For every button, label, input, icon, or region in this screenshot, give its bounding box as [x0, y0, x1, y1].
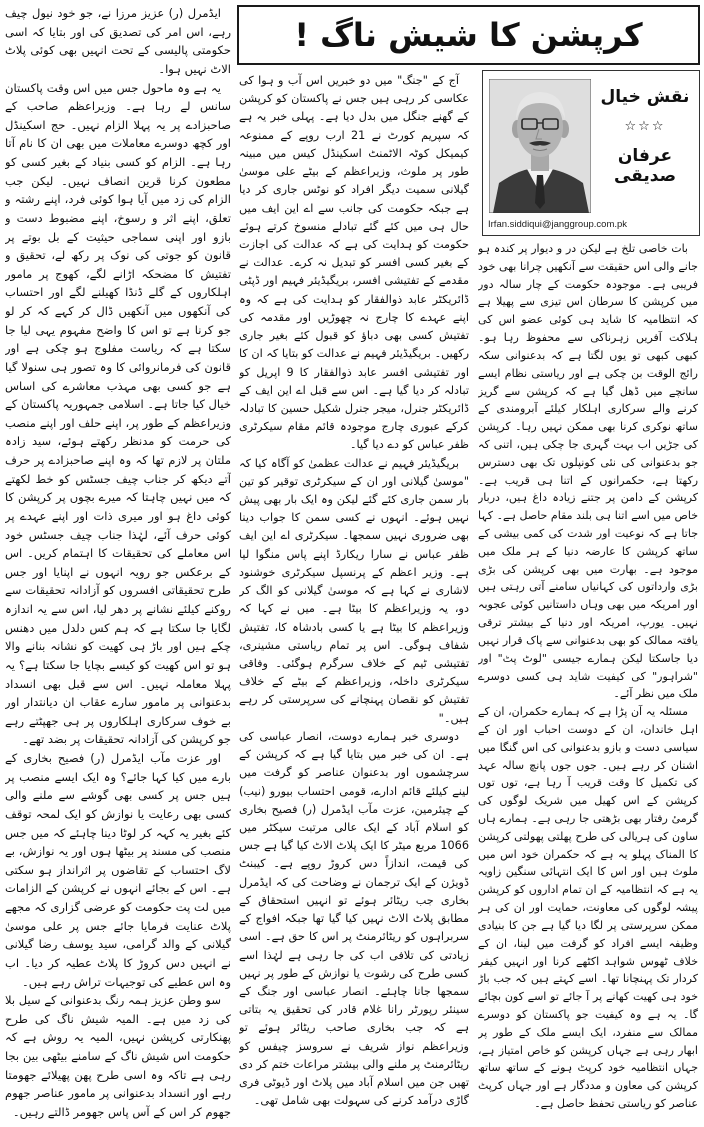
article-paragraph: ایڈمرل (ر) عزیز مرزا نے، جو خود نیول چیف رہے، اس امر کی تصدیق کی اور بتایا کہ اسی حکومتی پالیسی کے تحت انہیں بھی کوئی پلاٹ الاٹ نہیں ہوا۔ — [5, 6, 231, 76]
article-paragraph: اور عزت مآب ایڈمرل (ر) فصیح بخاری کے بارے میں کیا کہا جائے؟ وہ ایک ایسے منصب پر ہیں جس پر کسی بھی گوشے سے ملنے والی کسی بھی رعایت یا نوازش کو ایک لمحہ توقف کئے بغیر یہ کہہ کر لوٹا دینا چاہئے کہ میں جس منصب کی مسند پر بیٹھا ہوں اور یہ نوازش، بے لاگ احتساب کے تقاضوں پر اثرانداز ہو سکتی ہے۔ اس کے بجائے انہوں نے کرپشن کے الزامات میں لت پت حکومت کو عرضی گزاری کہ مجھے پلاٹ عنایت فرمایا جائے جس پر علی موسیٰ گیلانی کے والد گرامی، سید یوسف رضا گیلانی نے انہیں دس کروڑ کا پلاٹ عطیہ کر دیا۔ اب وہ اس عطیے کی توجیہات تراش رہے ہیں۔ — [5, 751, 231, 989]
author-photo — [489, 79, 591, 213]
author-email: Irfan.siddiqui@janggroup.com.pk — [488, 219, 628, 230]
author-name: عرفان صدیقی — [613, 146, 677, 186]
article-paragraph: بات خاصی تلخ ہے لیکن در و دیوار پر کندہ ہو جانے والی اس حقیقت سے آنکھیں چرانا بھی خود فریبی ہے۔ موجودہ حکومت کے چار سالہ دور میں کرپشن کا سرطان اس تیزی سے پھیلا ہے کہ انتظامیہ کا شاید ہی کوئی عضو اس کی ہلاکت آفریں زہرناکی سے محفوظ رہا ہو۔ کبھی کبھی تو یوں لگتا ہے کہ بدعنوانی سکہ رائج الوقت بن چکی ہے اور ریاستی نظام ایسے سانچے میں ڈھل گیا ہے کہ کرپشن سے گریز کرنے والے سرکاری اہلکار کیلئے آبرومندی کے ساتھ نوکری کرنا بھی ممکن نہیں رہا۔ کرپشن کی جڑیں اب بہت گہری جا چکی ہیں، اتنی کہ جو بدعنوانی کی نئی کونپلوں تک بھی دسترس رکھتا ہے، حکمرانوں کے اتنا ہی قریب ہے۔ کرپشن کے دامن پر جتنے زیادہ داغ ہیں، دربار خاص میں اسے اتنا ہی بلند مقام حاصل ہے۔ کہا جاتا ہے کہ نوعیت اور شدت کی کمی بیشی کے ساتھ کرپشن کا عارضہ دنیا کے ہر ملک میں موجود ہے۔ بھارت میں بھی کرپشن کی بڑی بڑی وارداتوں کی کہانیاں سامنے آتی رہتی ہیں اور امریکہ میں بھی وہاں داستانیں کوئی عجوبہ نہیں۔ یورپ، امریکہ اور دنیا کے بیشتر ترقی یافتہ ممالک کو بھی بدعنوانی سے پاک قرار نہیں دیا جاسکتا لیکن ہمارے جیسی "لوٹ پٹ" اور "شراہور" کی کیفیت شاید ہی کسی دوسرے ملک میں نظر آئے۔ — [478, 242, 698, 701]
stars-icon: ☆☆☆ — [624, 119, 666, 134]
article-column-right — [478, 240, 698, 1122]
article-paragraph: بریگیڈیئر فہیم نے عدالت عظمیٰ کو آگاہ کیا کہ "موسیٰ گیلانی اور ان کے سیکرٹری توقیر کو تین بار سمن جاری کئے گئے لیکن وہ ایک بار بھی پیش نہیں ہوئے۔ انہوں نے کسی سمن کا جواب دینا بھی ضروری نہیں سمجھا۔ سیکرٹری اے این ایف ظفر عباس نے سارا ریکارڈ اپنے پاس منگوا لیا ہے۔ وزیر اعظم کے پرنسپل سیکرٹری خوشنود لاشاری نے کہا ہے کہ موسیٰ گیلانی کو الگ کر دو، یہ وزیراعظم کا بیٹا ہے۔ میں نے کہا کہ وزیراعظم کا بیٹا ہے یا کسی بادشاہ کا، تفتیش شفاف ہوگی۔ اس پر تمام ریاستی مشینری، تفتیشی ٹیم کے خلاف سرگرم ہوگئی۔ وفاقی سیکرٹری داخلہ، وزیراعظم کے بیٹے کے خلاف تفتیش کو نقصان پہنچانے کی سرپرستی کر رہے ہیں۔" — [239, 456, 469, 725]
author-meta — [595, 79, 695, 213]
article-column-middle — [239, 72, 469, 1122]
article-paragraph: یہ ہے وہ ماحول جس میں اس وقت پاکستان سانس لے رہا ہے۔ وزیراعظم صاحب کے صاحبزادے پر یہ پہلا الزام نہیں۔ حج اسکینڈل اور کچھ دوسرے معاملات میں بھی ان کا نام آتا رہا ہے۔ الزام کو کسی بنیاد کے بغیر کسی کو مطعون کرنا قرین انصاف نہیں۔ لیکن جب الزام کی زد میں آیا ہوا کوئی فرد، اپنے رشتہ و تعلق، اپنے اثر و رسوخ، اپنے مضبوط دست و بازو اور اپنی سماجی حیثیت کے بل بوتے پر قانون کو جوتی کی نوک پر رکھ لے، تحقیق و تفتیش کا مضحکہ اڑانے لگے، کھوج پر مامور اہلکاروں کے گلے ڈنڈا کھیلنے لگے اور احتساب کی آنکھوں میں آنکھیں ڈال کر کہے کہ کر لو جو کرنا ہے تو اس کا واضح مفہوم یہی لیا جا سکتا ہے کہ ریاست مفلوج ہو چکی ہے اور قانون کی فرمانروائی کا وہ تصور ہی سنولا گیا ہے جو کسی بھی مہذب معاشرے کی اساس خیال کیا جاتا ہے۔ اسلامی جمہوریہ پاکستان کے وزیراعظم کے طور پر، اپنے حلف اور اپنے منصب کی حرمت کو مدنظر رکھتے ہوئے، سید زادہ ملتان پر لازم تھا کہ وہ اپنے صاحبزادے پر حرف آتے دیکھ کر جناب چیف جسٹس کو خط لکھتے کہ میں نہیں چاہتا کہ میرے بچوں پر کرپشن کا کوئی داغ ہو اور میری ذات اور اپنے عہدے پر کوئی حرف آئے، لہٰذا جناب چیف جسٹس خود اس معاملے کی تحقیقات کا اہتمام کریں۔ اس کے برعکس جو رویہ انہوں نے اپنایا اور جس طرح تحقیقاتی افسروں کو آزادانہ تحقیقات سے روکنے کیلئے نشانے پر دھر لیا، اس سے یہ اندازہ لگایا جا سکتا ہے کہ ہم کس دلدل میں دھنس چکے ہیں اور باڑ ہی کھیت کو نشانہ بنانے والا ہو تو اس کھیت کو کیسے بچایا جا سکتا ہے؟ یہ پہلا معاملہ نہیں۔ اس سے قبل بھی انسداد بدعنوانی پر مامور سارے عقاب ان دیانتدار اور بے خوف سرکاری اہلکاروں پر ہی جھپٹتے رہے جو کرپشن کی آزادانہ تحقیقات پر بضد تھے۔ — [5, 80, 231, 747]
article-paragraph: آج کے "جنگ" میں دو خبریں اس آب و ہوا کی عکاسی کر رہی ہیں جس نے پاکستان کو کرپشن کے گھنے جنگل میں بدل دیا ہے۔ پہلی خبر یہ ہے کہ سپریم کورٹ نے 21 ارب روپے کے ممنوعہ کیمیکل کوٹہ الاٹمنٹ اسکینڈل کیس میں مبینہ طور پر ملوث، وزیراعظم کے بیٹے علی موسیٰ گیلانی سمیت دیگر افراد کو نوٹس جاری کر دیا ہے جبکہ حکومت کی جانب سے اے این ایف میں حال ہی میں کئے گئے تبادلے منسوخ کرتے ہوئے حکومت کو ہدایت کی ہے کہ عدالت کی اجازت کے بغیر کسی افسر کو تبدیل نہ کرے۔ عدالت نے مقدمے کے تفتیشی افسر، بریگیڈیئر فہیم اور ڈپٹی ڈائریکٹر عابد ذوالفقار کو ہدایت کی ہے کہ وہ اپنے عہدے کا چارج نہ چھوڑیں اور مقدمہ کی تفتیش کسی بھی دباؤ کو قبول کئے بغیر جاری رکھیں۔ بریگیڈیئر فہیم نے عدالت کو بتایا کہ ان کا اور تفتیشی افسر عابد ذوالفقار کا 9 اپریل کو تبادلہ کر دیا گیا ہے۔ اس سے قبل اے این ایف کے ڈائریکٹر جنرل، میجر جنرل شکیل حسین کا تبادلہ کرکے عبوری چارج موجودہ قائم مقام سیکرٹری ظفر عباس کو دے دیا گیا۔ — [239, 74, 469, 452]
headline-box — [237, 5, 700, 65]
article-paragraph: سو وطن عزیز ہمہ رنگ بدعنوانی کے سیل بلا کی زد میں ہے۔ المیہ شیش ناگ کی طرح پھنکارتی کرپشن نہیں، المیہ یہ روش ہے کہ حکومت اس شیش ناگ کے سامنے بیٹھی بین بجا رہی ہے تاکہ وہ اسی طرح پھن پھیلائے جھومتا رہے اور انسداد بدعنوانی پر مامور عناصر جھوم جھوم کر اس کے آس پاس جھومر ڈالتے رہیں۔ — [5, 993, 231, 1119]
article-column-left — [5, 4, 231, 1122]
headline: کرپشن کا شیش ناگ ! — [294, 16, 643, 54]
article-paragraph: مسئلہ یہ آن پڑا ہے کہ ہمارے حکمران، ان کے اہل خاندان، ان کے دوست احباب اور ان کے سیاسی دست و بازو بدعنوانی کی اس گنگا میں اشنان کر رہے ہیں۔ جوں جوں پانچ سالہ عہد کی تکمیل کا وقت قریب آ رہا ہے، توں توں کرپشن کے اس کھیل میں شریک لوگوں کی گرمیٔ رفتار بھی بڑھتی جا رہی ہے۔ ہمارے ہاں ساون کی ہریالی کی طرح پھلتی پھولتی کرپشن کا المناک پہلو یہ ہے کہ حکمران خود اس میں ملوث ہیں اور اس کا ایک انتہائی سنگین زاویہ یہ ہے کہ انتظامیہ کے ان تمام اداروں کو کرپشن پیشہ لوگوں کی معاونت، حمایت اور ان کی ہر ممکن سرپرستی پر لگا دیا گیا ہے جن کا بنیادی وظیفہ ایسے افراد کو گرفت میں لینا، ان کے خلاف ٹھوس شواہد اکٹھے کرنا اور انہیں کیفر کردار تک پہنچانا تھا۔ اسے کہتے ہیں کہ جب باڑ خود ہی کھیت کھانے پر آ جائے تو اسے کون بچائے گا۔ یہ ہے وہ کیفیت جو پاکستان کو دوسرے ممالک سے منفرد، ایک ایسے ملک کے طور پر ابھار رہی ہے جہاں کرپشن کو خاص امتیاز ہے، جہاں انتظامیہ خود کرپٹ ہونے کے ساتھ ساتھ کرپشن کی معاون و مددگار ہے اور جہاں کرپٹ عناصر کو ریاستی تحفظ حاصل ہے۔ — [478, 705, 698, 1110]
column-name: نقش خیال — [600, 87, 690, 107]
author-box — [482, 70, 700, 236]
article-paragraph: دوسری خبر ہمارے دوست، انصار عباسی کی ہے۔ ان کی خبر میں بتایا گیا ہے کہ کرپشن کے سرچشموں اور بدعنوان عناصر کو گرفت میں لینے کیلئے قائم ادارے، قومی احتساب بیورو (نیب) کے چیئرمین، عزت مآب ایڈمرل (ر) فصیح بخاری کو اسلام آباد کے ایک عالی مرتبت سیکٹر میں 1066 مربع میٹر کا ایک پلاٹ الاٹ کیا گیا ہے جس کی قیمت، اندازاً دس کروڑ روپے ہے۔ کیبنٹ ڈویژن کے ایک ترجمان نے وضاحت کی کہ ایڈمرل بخاری جب ریٹائر ہوئے تو انہیں استحقاق کے مطابق پلاٹ الاٹ نہیں کیا گیا تھا جبکہ افواج کے سربراہوں کو ریٹائرمنٹ پر اس کا حق ہے۔ اسی زیادتی کی تلافی اب کی جا رہی ہے لہٰذا اسے کسی طرح کی رشوت یا نوازش کے طور پر نہیں سمجھا جانا چاہئے۔ انصار عباسی اور جنگ کے سینئر رپورٹر رانا غلام قادر کی تحقیق یہ بتاتی ہے کہ جب بخاری صاحب ریٹائر ہوئے تو وزیراعظم نواز شریف نے سروسز چیفس کو ریٹائرمنٹ پر ملنے والی بیشتر مراعات ختم کر دی تھیں جن میں اسلام آباد میں پلاٹ اور ڈیوٹی فری گاڑی درآمد کرنے کی سہولت بھی شامل تھی۔ — [239, 729, 469, 1108]
